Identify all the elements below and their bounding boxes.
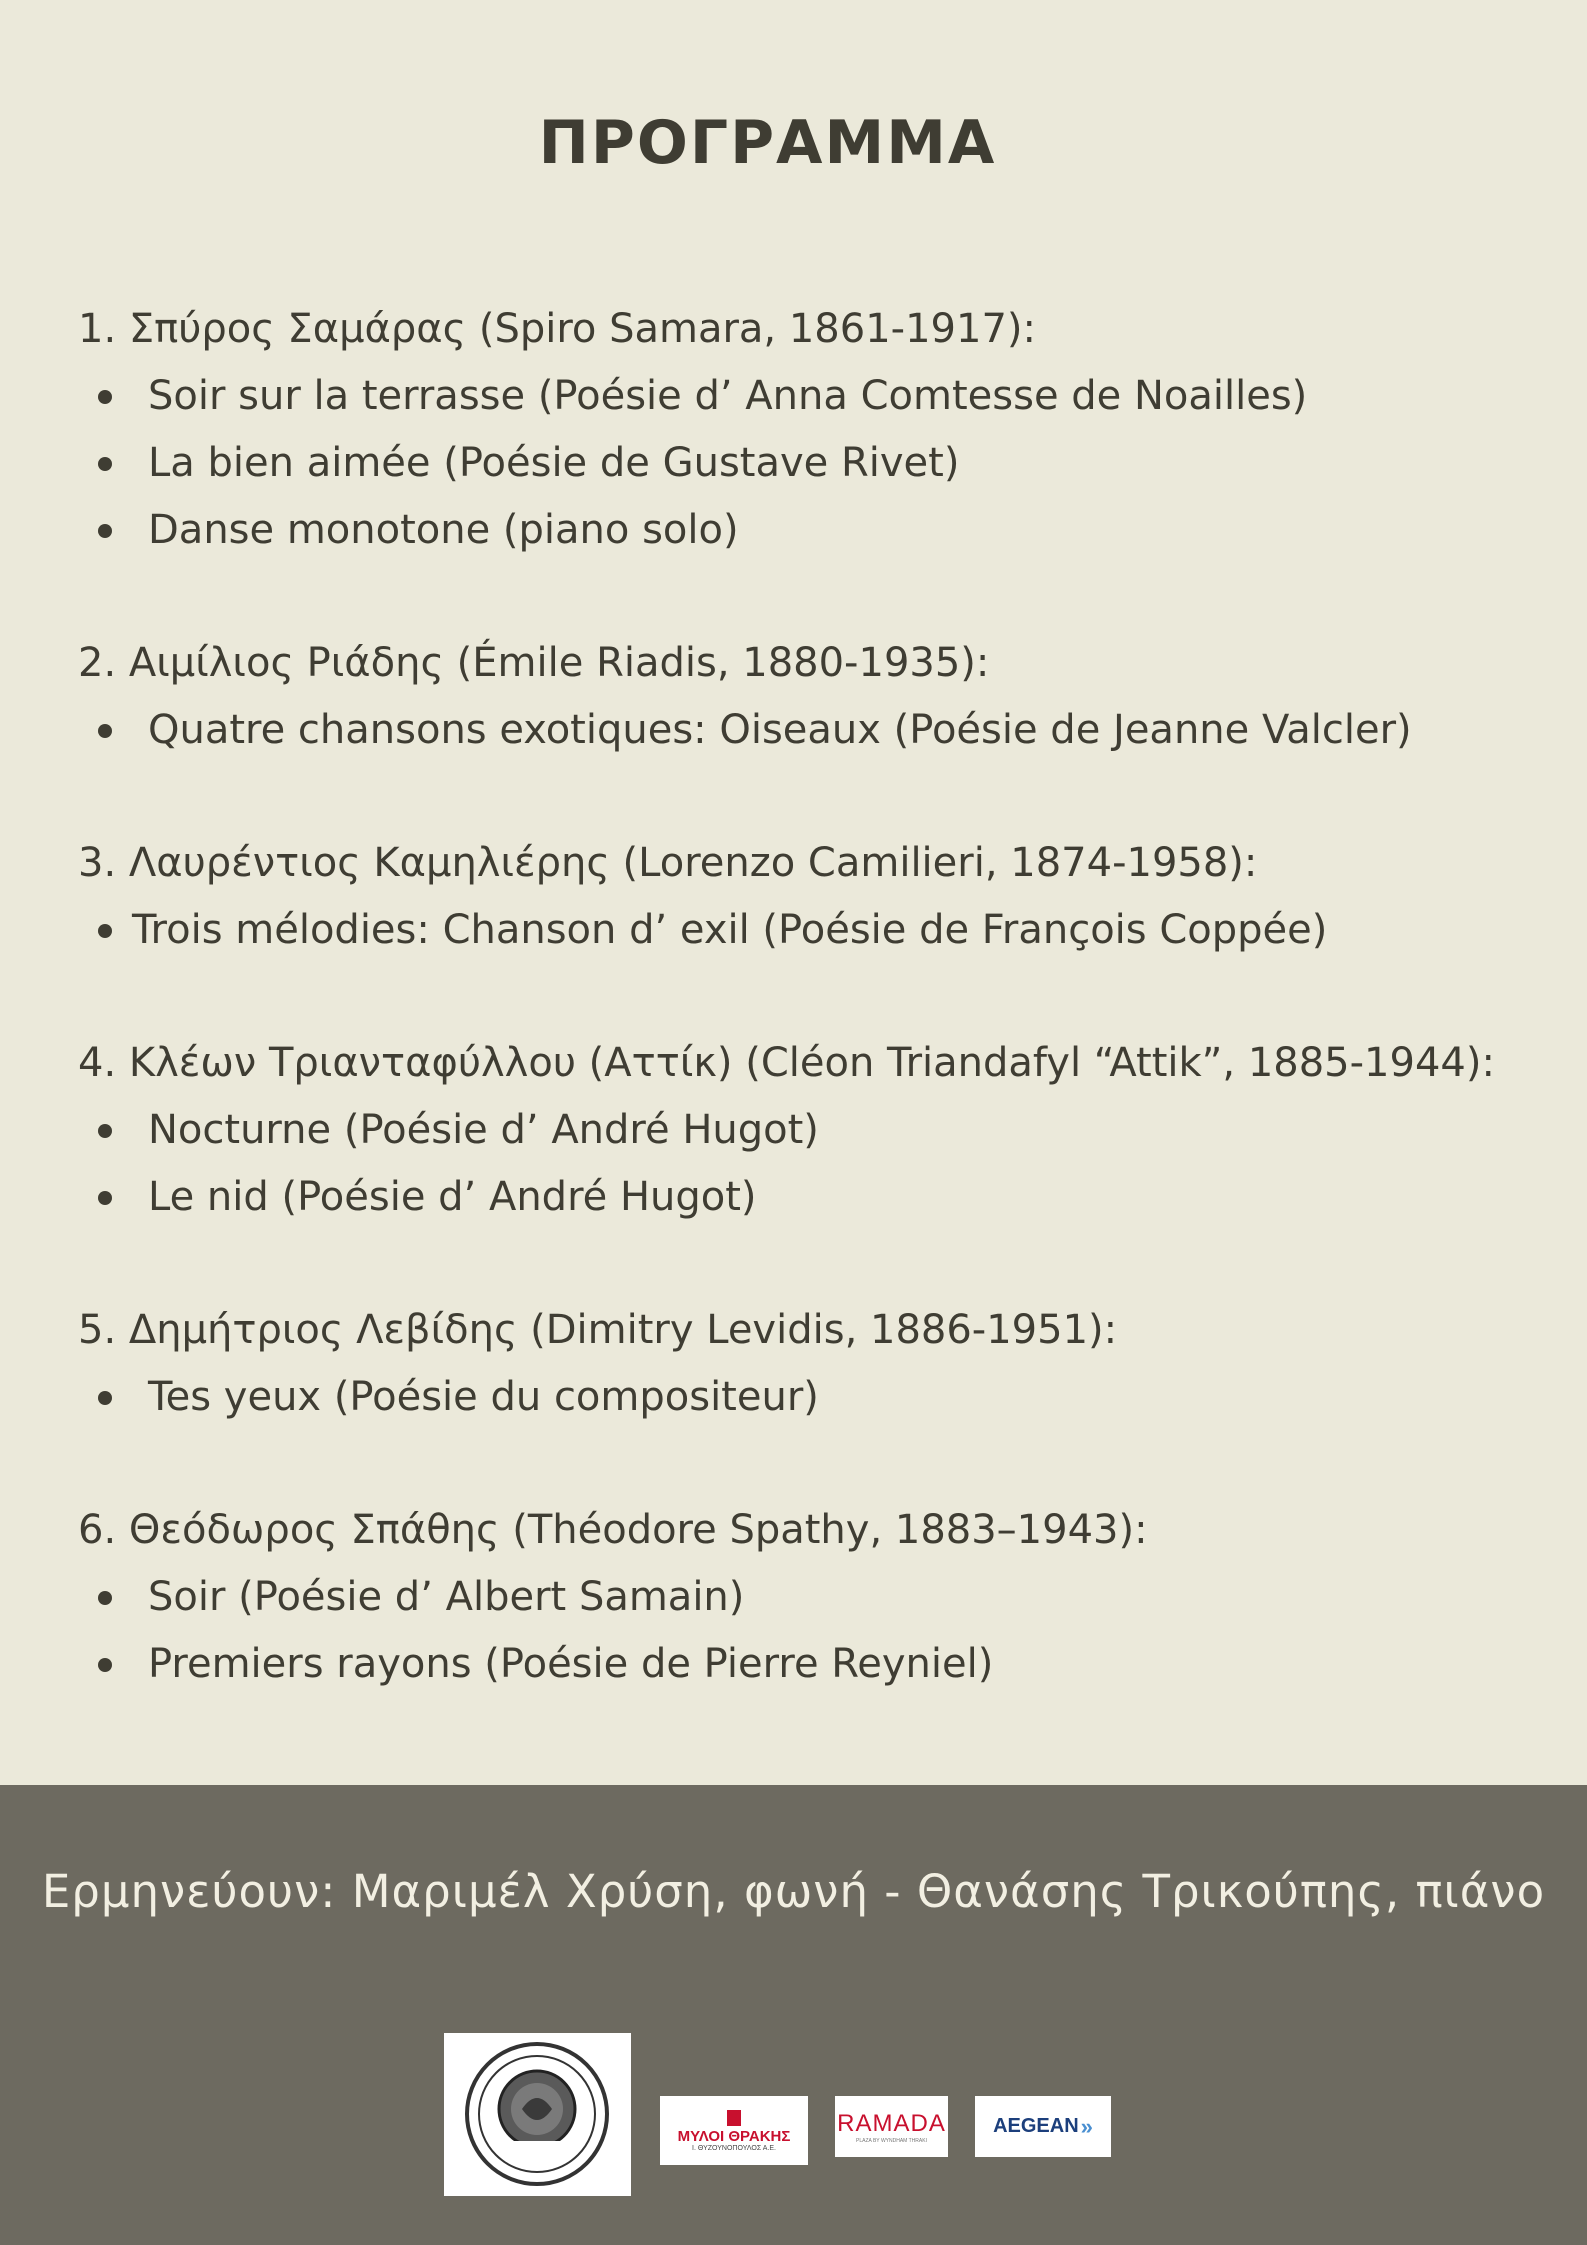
aegean-logo-row	[993, 2114, 1093, 2140]
aegean-logo-text: AEGEAN	[993, 2115, 1079, 2137]
section-heading: 1. Σπύρος Σαμάρας (Spiro Samara, 1861-1917):	[78, 306, 1036, 352]
bullet-icon	[98, 1591, 112, 1605]
mylos-logo-text: ΜΥΛΟΙ ΘΡΑΚΗΣ	[677, 2127, 791, 2145]
section-heading: 4. Κλέων Τριανταφύλλου (Αττίκ) (Cléon Triandafyl “Attik”, 1885-1944):	[78, 1040, 1495, 1086]
section-heading: 2. Αιμίλιος Ριάδης (Émile Riadis, 1880-1935):	[78, 640, 990, 686]
ramada-logo	[835, 2096, 948, 2157]
list-item	[78, 430, 1538, 497]
list-item-text: Trois mélodies: Chanson d’ exil (Poésie de François Coppée)	[132, 907, 1328, 953]
list-item	[78, 1631, 1538, 1698]
program-section	[78, 630, 1538, 764]
list-item	[78, 897, 1538, 964]
bullet-icon	[98, 457, 112, 471]
bullet-icon	[98, 1658, 112, 1672]
list-item-text: La bien aimée (Poésie de Gustave Rivet)	[148, 440, 960, 486]
list-item-text: Danse monotone (piano solo)	[148, 507, 739, 553]
bullet-icon	[98, 1124, 112, 1138]
page-title: ΠΡΟΓΡΑΜΜΑ	[538, 108, 997, 178]
list-item	[78, 1164, 1538, 1231]
footer-band	[0, 1785, 1587, 2245]
program-section	[78, 1297, 1538, 1431]
section-heading: 3. Λαυρέντιος Καμηλιέρης (Lorenzo Camilieri, 1874-1958):	[78, 840, 1258, 886]
seal-emblem-icon	[450, 2037, 625, 2192]
section-heading: 5. Δημήτριος Λεβίδης (Dimitry Levidis, 1886-1951):	[78, 1307, 1118, 1353]
list-item-text: Soir sur la terrasse (Poésie d’ Anna Comtesse de Noailles)	[148, 373, 1308, 419]
mylos-logo-subtext: Ι. ΘΥΖΟΥΝΟΠΟΥΛΟΣ Α.Ε.	[692, 2144, 776, 2152]
list-item	[78, 1564, 1538, 1631]
bullet-icon	[98, 924, 112, 938]
program-section	[78, 830, 1538, 964]
bullet-icon	[98, 724, 112, 738]
list-item-text: Quatre chansons exotiques: Oiseaux (Poésie de Jeanne Valcler)	[148, 707, 1412, 753]
association-seal-logo	[444, 2033, 631, 2196]
performers-line: Ερμηνεύουν: Μαριμέλ Χρύση, φωνή - Θανάσης Τρικούπης, πιάνο	[41, 1865, 1546, 1918]
mylos-thrakis-logo	[660, 2096, 808, 2165]
program-section	[78, 296, 1538, 564]
ramada-logo-text: RAMADA	[837, 2109, 946, 2137]
aegean-logo	[975, 2096, 1111, 2157]
list-item-text: Premiers rayons (Poésie de Pierre Reyniel)	[148, 1641, 994, 1687]
aegean-chevron-icon: »	[1080, 2113, 1093, 2139]
list-item	[78, 1364, 1538, 1431]
list-item	[78, 1097, 1538, 1164]
bullet-icon	[98, 390, 112, 404]
list-item-text: Nocturne (Poésie d’ André Hugot)	[148, 1107, 819, 1153]
list-item-text: Le nid (Poésie d’ André Hugot)	[148, 1174, 757, 1220]
mylos-mark-icon	[727, 2110, 741, 2126]
program-section	[78, 1497, 1538, 1698]
bullet-icon	[98, 1391, 112, 1405]
program-list	[78, 296, 1538, 1764]
list-item-text: Soir (Poésie d’ Albert Samain)	[148, 1574, 745, 1620]
program-section	[78, 1030, 1538, 1231]
section-heading: 6. Θεόδωρος Σπάθης (Théodore Spathy, 1883–1943):	[78, 1507, 1148, 1553]
list-item-text: Tes yeux (Poésie du compositeur)	[148, 1374, 819, 1420]
ramada-logo-subtext: PLAZA BY WYNDHAM THRAKI	[856, 2137, 927, 2144]
list-item	[78, 697, 1538, 764]
bullet-icon	[98, 1191, 112, 1205]
list-item	[78, 497, 1538, 564]
list-item	[78, 363, 1538, 430]
bullet-icon	[98, 524, 112, 538]
